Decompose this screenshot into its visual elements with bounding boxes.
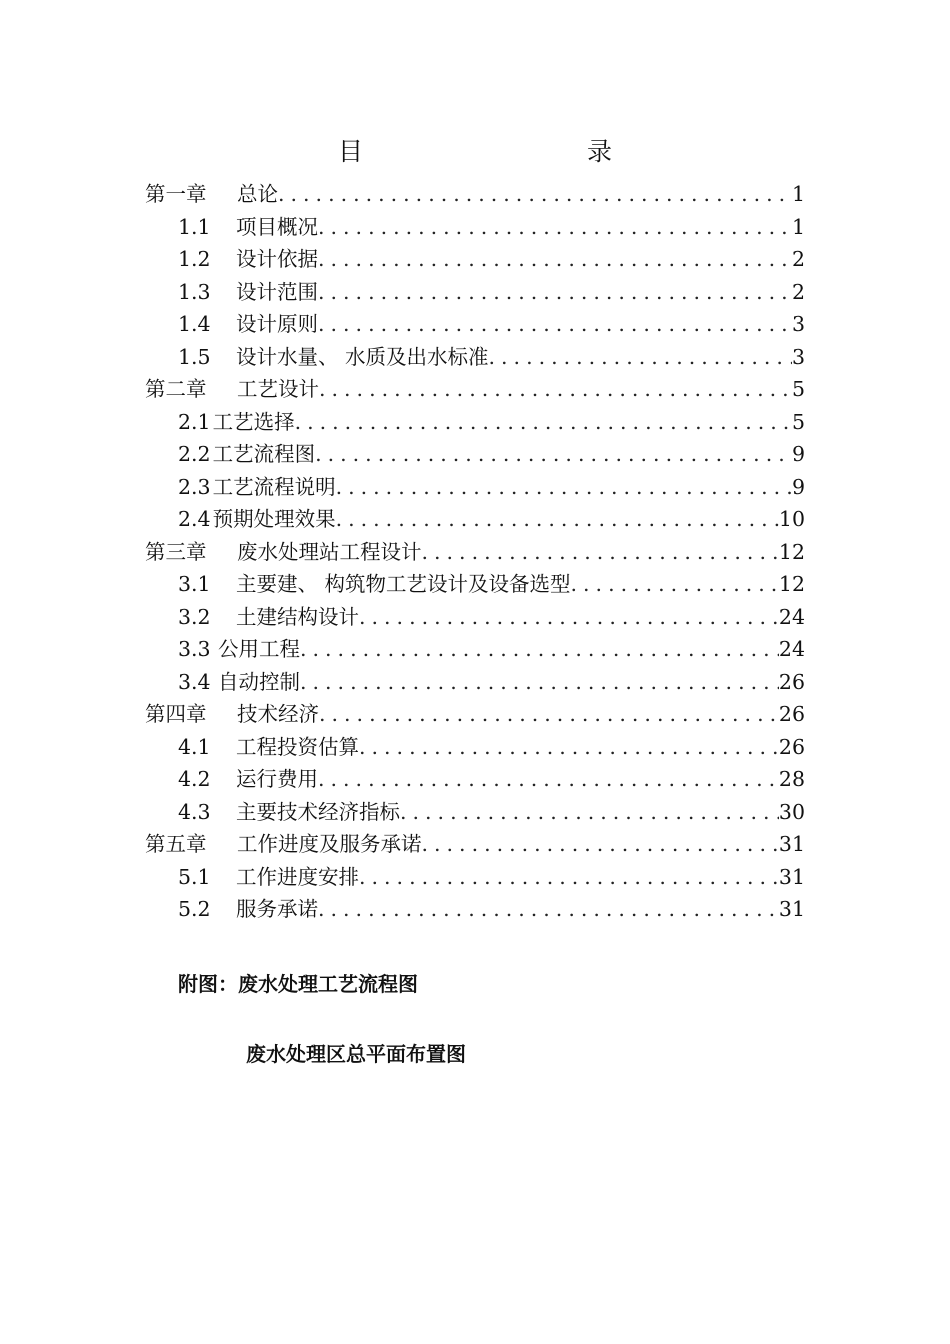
toc-dot-leader (359, 731, 779, 764)
toc-number: 1.4 (178, 312, 211, 336)
toc-section-row[interactable] (145, 276, 805, 309)
toc-entry-text: 废水处理站工程设计 (237, 539, 422, 564)
toc-dot-leader (295, 406, 792, 439)
toc-number: 1.2 (178, 247, 211, 271)
toc-number: 第二章 (145, 377, 207, 401)
toc-dot-leader (336, 503, 779, 536)
toc-entry-text: 设计原则 (236, 312, 318, 336)
toc-entry-text: 总论 (237, 182, 278, 206)
toc-entry-text: 工艺流程图 (212, 442, 316, 466)
toc-number: 第一章 (145, 182, 207, 206)
toc-entry-text: 工程投资估算 (236, 734, 359, 759)
toc-dot-leader (319, 698, 779, 731)
toc-entry-text: 工作进度安排 (236, 864, 359, 889)
toc-dot-leader (318, 893, 779, 926)
toc-entry-text: 服务承诺 (236, 897, 318, 921)
toc-entry-text: 自动控制 (218, 669, 300, 694)
toc-number: 1.1 (178, 214, 211, 239)
toc-page-number: 5 (791, 409, 805, 434)
toc-chapter-row[interactable] (145, 536, 805, 569)
toc-dot-leader (318, 211, 792, 244)
toc-page-number: 26 (778, 734, 805, 759)
toc-number: 4.2 (178, 767, 211, 791)
toc-number: 3.2 (178, 604, 211, 629)
toc-number: 1.3 (178, 279, 211, 304)
toc-page-number: 31 (778, 897, 805, 921)
toc-section-row[interactable] (145, 731, 805, 764)
toc-dot-leader (319, 373, 792, 406)
toc-entry-text: 工作进度及服务承诺 (237, 832, 422, 856)
toc-entry-text: 公用工程 (218, 637, 300, 661)
toc-entry-text: 设计依据 (236, 247, 318, 271)
toc-page-number: 1 (791, 214, 805, 239)
toc-number: 3.3 (178, 637, 211, 661)
toc-page-number: 24 (778, 637, 805, 661)
toc-page-number: 12 (778, 572, 805, 596)
appendix-line-2: 废水处理区总平面布置图 (246, 1042, 466, 1066)
toc-dot-leader (315, 438, 792, 471)
toc-number: 5.1 (178, 864, 211, 889)
toc-number: 3.1 (178, 572, 211, 596)
toc-page-number: 3 (791, 312, 805, 336)
toc-section-row[interactable] (145, 796, 805, 829)
toc-chapter-row[interactable] (145, 373, 805, 406)
toc-dot-leader (336, 471, 792, 504)
toc-page-number: 24 (778, 604, 805, 629)
toc-chapter-row[interactable] (145, 178, 805, 211)
toc-dot-leader (489, 341, 792, 374)
toc-dot-leader (571, 568, 779, 601)
toc-page-number: 10 (778, 507, 805, 531)
appendix-line-1: 附图：废水处理工艺流程图 (178, 972, 418, 996)
toc-section-row[interactable] (145, 471, 805, 504)
toc-page-number: 31 (778, 864, 805, 889)
toc-entry-text: 项目概况 (236, 214, 318, 239)
toc-title: 目 录 (337, 137, 670, 166)
toc-section-row[interactable] (145, 243, 805, 276)
toc-page-number: 26 (778, 669, 805, 694)
toc-section-row[interactable] (145, 601, 805, 634)
toc-entry-text: 预期处理效果 (212, 507, 336, 531)
toc-section-row[interactable] (145, 211, 805, 244)
toc-number: 2.4 (178, 507, 211, 531)
toc-number: 第五章 (145, 832, 207, 856)
toc-section-row[interactable] (145, 633, 805, 666)
toc-entry-text: 技术经济 (237, 702, 319, 726)
toc-entry-text: 工艺流程说明 (212, 474, 336, 499)
toc-entry-text: 土建结构设计 (236, 604, 359, 629)
toc-dot-leader (318, 763, 779, 796)
toc-number: 2.1 (178, 409, 211, 434)
toc-entry-text: 主要建、 构筑物工艺设计及设备选型 (236, 572, 571, 596)
toc-section-row[interactable] (145, 308, 805, 341)
toc-page-number: 3 (791, 344, 805, 369)
toc-dot-leader (278, 178, 792, 211)
toc-entry-text: 工艺选择 (212, 409, 295, 434)
toc-page-number: 31 (778, 832, 805, 856)
toc-number: 2.3 (178, 474, 211, 499)
toc-section-row[interactable] (145, 341, 805, 374)
toc-number: 4.1 (178, 734, 211, 759)
toc-page-number: 26 (778, 702, 805, 726)
toc-page-number: 9 (791, 442, 805, 466)
toc-page-number: 12 (778, 539, 805, 564)
toc-dot-leader (318, 276, 792, 309)
table-of-contents (145, 178, 805, 926)
toc-dot-leader (359, 601, 779, 634)
toc-entry-text: 主要技术经济指标 (236, 799, 400, 824)
toc-page-number: 2 (791, 279, 805, 304)
toc-page-number: 30 (778, 799, 805, 824)
toc-section-row[interactable] (145, 568, 805, 601)
toc-dot-leader (400, 796, 779, 829)
toc-page-number: 5 (791, 377, 805, 401)
toc-number: 第三章 (145, 539, 207, 564)
toc-entry-text: 运行费用 (236, 767, 318, 791)
toc-page-number: 1 (791, 182, 805, 206)
toc-chapter-row[interactable] (145, 828, 805, 861)
toc-chapter-row[interactable] (145, 698, 805, 731)
toc-number: 3.4 (178, 669, 211, 694)
toc-number: 2.2 (178, 442, 211, 466)
toc-page-number: 28 (778, 767, 805, 791)
toc-dot-leader (422, 828, 779, 861)
toc-dot-leader (359, 861, 779, 894)
toc-dot-leader (300, 633, 779, 666)
toc-section-row[interactable] (145, 861, 805, 894)
toc-dot-leader (300, 666, 779, 699)
toc-page-number: 2 (791, 247, 805, 271)
toc-number: 1.5 (178, 344, 211, 369)
toc-entry-text: 工艺设计 (237, 377, 319, 401)
toc-section-row[interactable] (145, 666, 805, 699)
toc-section-row[interactable] (145, 406, 805, 439)
toc-number: 第四章 (145, 702, 207, 726)
toc-entry-text: 设计范围 (236, 279, 318, 304)
toc-page-number: 9 (791, 474, 805, 499)
toc-entry-text: 设计水量、 水质及出水标准 (236, 344, 489, 369)
toc-section-row[interactable] (145, 438, 805, 471)
toc-section-row[interactable] (145, 763, 805, 796)
toc-number: 5.2 (178, 897, 211, 921)
toc-dot-leader (422, 536, 779, 569)
toc-section-row[interactable] (145, 503, 805, 536)
toc-dot-leader (318, 308, 792, 341)
toc-section-row[interactable] (145, 893, 805, 926)
toc-dot-leader (318, 243, 792, 276)
toc-number: 4.3 (178, 799, 211, 824)
